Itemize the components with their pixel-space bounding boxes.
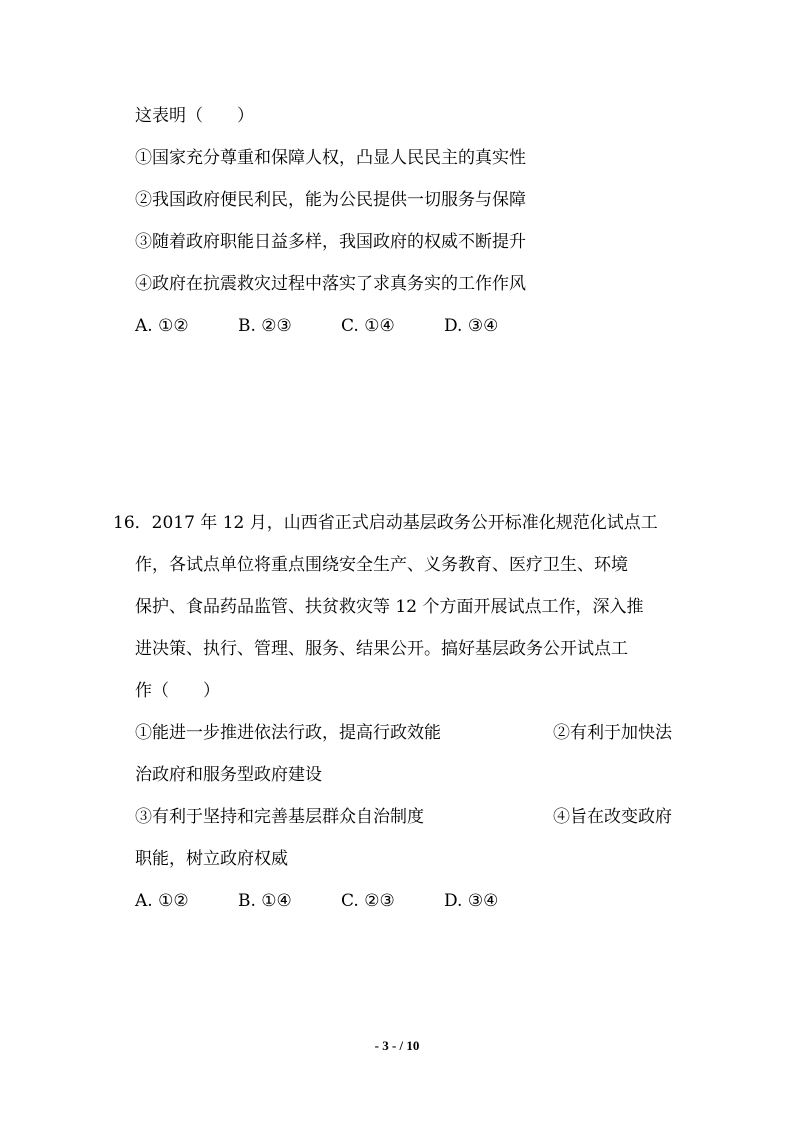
q16-stem-line-1: 16．2017 年 12 月，山西省正式启动基层政务公开标准化规范化试点工 bbox=[113, 513, 658, 533]
q15-stem-tail: 这表明（ ） bbox=[135, 106, 254, 126]
q16-options bbox=[135, 890, 498, 912]
q15-statement-1: ①国家充分尊重和保障人权，凸显人民民主的真实性 bbox=[135, 148, 526, 168]
q16-option-a: A. ①② bbox=[135, 891, 189, 911]
q15-statement-4: ④政府在抗震救灾过程中落实了求真务实的工作作风 bbox=[135, 274, 526, 294]
q16-statement-2-head: ②有利于加快法 bbox=[553, 723, 672, 743]
q15-option-c: C. ①④ bbox=[341, 316, 395, 336]
q15-option-b: B. ②③ bbox=[238, 316, 292, 336]
q16-stem-line-5: 作（ ） bbox=[135, 681, 220, 701]
q15-option-a: A. ①② bbox=[135, 316, 189, 336]
q16-statement-4-tail: 职能，树立政府权威 bbox=[135, 849, 288, 869]
q16-statement-2-tail: 治政府和服务型政府建设 bbox=[135, 765, 322, 785]
q15-statement-3: ③随着政府职能日益多样，我国政府的权威不断提升 bbox=[135, 232, 526, 252]
q16-option-c: C. ②③ bbox=[341, 891, 395, 911]
q16-statement-4-head: ④旨在改变政府 bbox=[553, 807, 672, 827]
q16-option-b: B. ①④ bbox=[238, 891, 292, 911]
q16-statement-1: ①能进一步推进依法行政，提高行政效能 bbox=[135, 723, 441, 743]
q15-statement-2: ②我国政府便民利民，能为公民提供一切服务与保障 bbox=[135, 190, 526, 210]
q16-stem-line-4: 进决策、执行、管理、服务、结果公开。搞好基层政务公开试点工 bbox=[135, 639, 628, 659]
q15-options bbox=[135, 315, 498, 337]
q16-stem-line-2: 作，各试点单位将重点围绕安全生产、义务教育、医疗卫生、环境 bbox=[135, 555, 628, 575]
q16-stem-line-3: 保护、食品药品监管、扶贫救灾等 12 个方面开展试点工作，深入推 bbox=[135, 597, 644, 617]
q15-option-d: D. ③④ bbox=[444, 316, 499, 336]
q16-statement-3: ③有利于坚持和完善基层群众自治制度 bbox=[135, 807, 424, 827]
q16-option-d: D. ③④ bbox=[444, 891, 499, 911]
page-number: - 3 - / 10 bbox=[374, 1038, 420, 1053]
